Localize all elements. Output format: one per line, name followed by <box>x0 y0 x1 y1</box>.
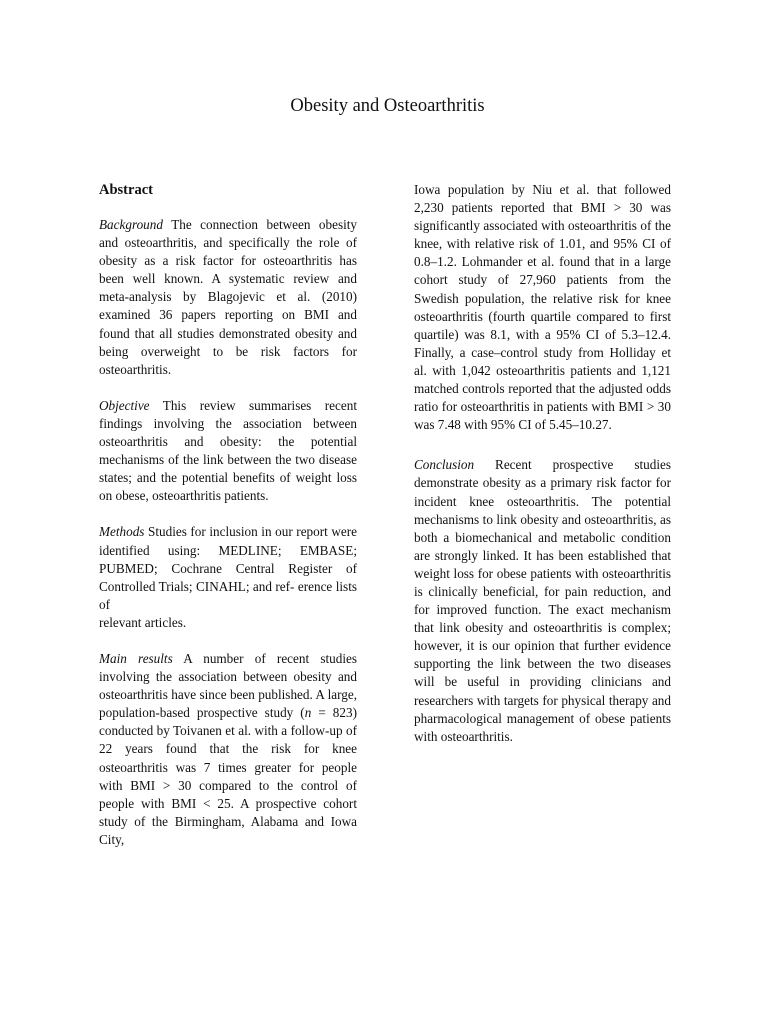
conclusion-text: Recent prospective studies demonstrate obesity as a primary risk factor for incident knee osteoarthritis. The potential mechanisms to link obesity and osteoarthritis, as both a biomechanical and metabolic condition are strongly linked. It has been established that weight loss for obese patients with osteoarthritis is clinically beneficial, for pain reduction, and for improved function. The exact mechanism that link obesity and osteoarthritis is complex; however, it is our opinion that further evidence supporting the link between the two diseases will be useful in providing clinicians and researchers with targets for physical therapy and pharmacological management of obese patients with osteoarthritis. <box>414 457 671 744</box>
left-column <box>99 181 357 867</box>
methods-text-last: relevant articles. <box>99 614 187 630</box>
main-results-paragraph <box>99 650 357 849</box>
objective-label: Objective <box>99 397 150 413</box>
methods-paragraph <box>99 523 357 632</box>
document-title: Obesity and Osteoarthritis <box>290 96 485 116</box>
background-text: The connection between obesity and osteoarthritis, and specifically the role of obesity as a risk factor for osteoarthritis has been well known. A systematic review and meta-analysis by Blagojevic et al. (2010) examined 36 papers reporting on BMI and found that all studies demonstrated obesity and being overweight to be risk factors for osteoarthritis. <box>99 217 357 377</box>
abstract-heading: Abstract <box>99 182 153 198</box>
background-label: Background <box>99 217 163 232</box>
main-results-label: Main results <box>99 650 173 666</box>
conclusion-paragraph <box>414 456 671 746</box>
methods-label: Methods <box>99 524 145 540</box>
n-symbol: n <box>304 705 312 721</box>
background-paragraph <box>99 216 357 379</box>
right-column <box>414 181 671 764</box>
methods-text: Studies for inclusion in our report were identified using: MEDLINE; EMBASE; PUBMED; Cochrane Central Register of Controlled Trials; CINAHL; and ref- erence lists of <box>99 524 357 612</box>
main-results-text-before-n: A number of recent studies involving the association between obesity and osteoarthritis have since been published. A large, population-based prospective study ( <box>99 650 357 721</box>
main-results-continued: Iowa population by Niu et al. that followed 2,230 patients reported that BMI > 30 was significantly associated with osteoarthritis of the knee, with relative risk of 1.01, and 95% CI of 0.8–1.2. Lohmander et al. found that in a large cohort study of 27,960 patients from the Swedish population, the relative risk for knee osteoarthritis (fourth quartile compared to first quartile) was 8.1, with a 95% CI of 5.3–12.4. Finally, a case–control study from Holliday et al. with 1,042 osteoarthritis patients and 1,121 matched controls reported that the adjusted odds ratio for osteoarthritis in patients with BMI > 30 was 7.48 with 95% CI of 5.45–10.27. <box>414 182 671 433</box>
main-results-text-after-n: = 823) conducted by Toivanen et al. with a follow-up of 22 years found that the risk for knee osteoarthritis was 7 times greater for people with BMI > 30 compared to the control of people with BMI < 25. A prospective cohort study of the Birmingham, Alabama and Iowa City, <box>99 705 357 847</box>
conclusion-label: Conclusion <box>414 457 475 473</box>
objective-text: This review summarises recent findings involving the association between osteoarthritis and obesity: the potential mechanisms of the link between the two disease states; and the potential benefits of weight loss on obese, osteoarthritis patients. <box>99 397 357 504</box>
objective-paragraph <box>99 397 357 506</box>
